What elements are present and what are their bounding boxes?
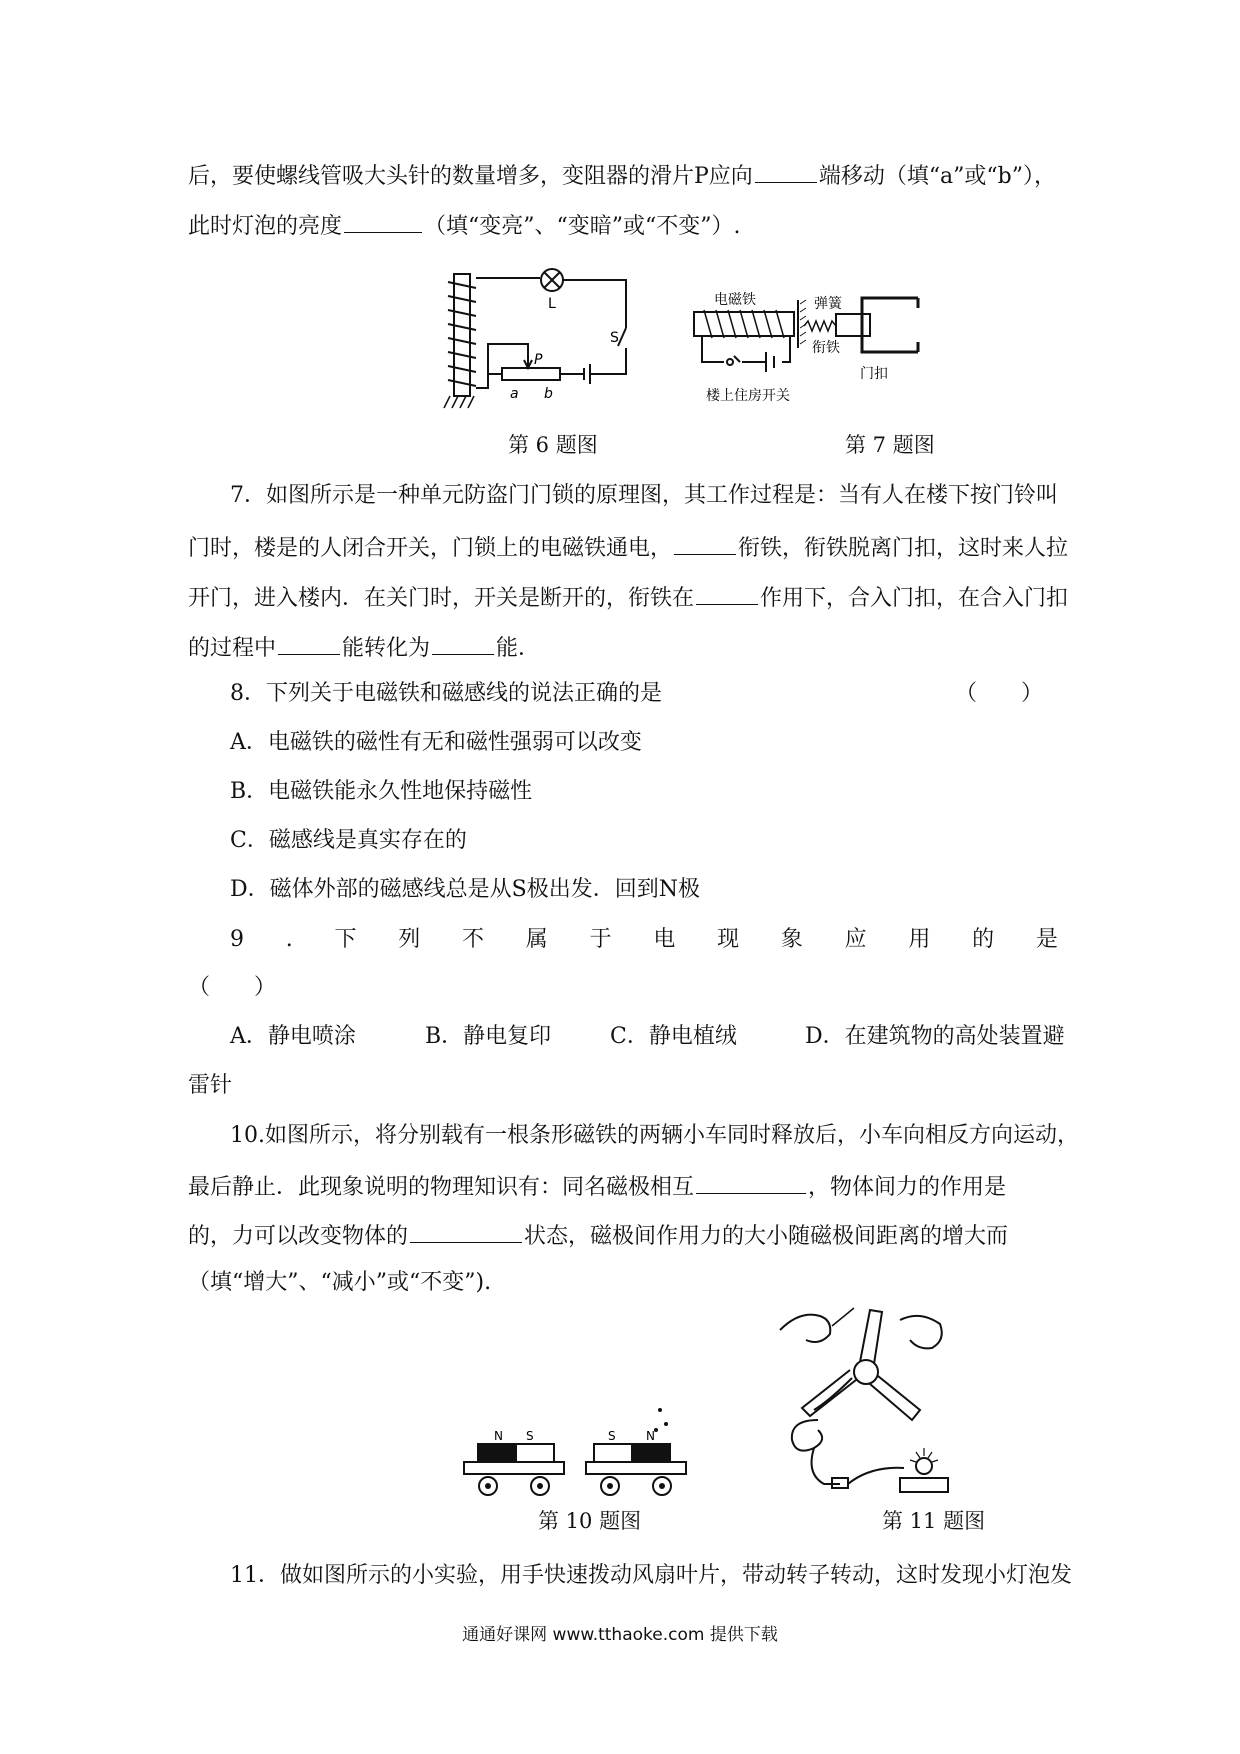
figure-6-caption: 第 6 题图 xyxy=(508,433,598,457)
q9-stem-char: 象 xyxy=(780,927,803,952)
end-b-label: b xyxy=(544,386,553,402)
q10-text: ，物体间力的作用是 xyxy=(808,1175,1007,1200)
q9-stem-char: 的 xyxy=(972,927,995,952)
q8-option-a[interactable]: A．电磁铁的磁性有无和磁性强弱可以改变 xyxy=(230,730,642,755)
q8-stem: 8．下列关于电磁铁和磁感线的说法正确的是 xyxy=(230,681,662,706)
q11-line1: 11．做如图所示的小实验，用手快速拨动风扇叶片，带动转子转动，这时发现小灯泡发 xyxy=(230,1563,1072,1588)
q7-text: 作用下，合入门扣，在合入门扣 xyxy=(760,586,1069,611)
figure-6-circuit xyxy=(440,268,660,418)
slider-label: P xyxy=(534,352,543,368)
q9-stem-char: 是 xyxy=(1035,927,1058,952)
switch-label: S xyxy=(610,330,619,346)
q7-line1: 7．如图所示是一种单元防盗门门锁的原理图，其工作过程是：当有人在楼下按门铃叫 xyxy=(230,483,1058,508)
q9-stem-char: 电 xyxy=(653,927,676,952)
q10-text: 最后静止．此现象说明的物理知识有：同名磁极相互 xyxy=(188,1175,695,1200)
q10-line1: 10.如图所示，将分别载有一根条形磁铁的两辆小车同时释放后，小车向相反方向运动， xyxy=(230,1123,1079,1148)
q9-stem-char: 下 xyxy=(334,927,357,952)
q7-text: 能． xyxy=(496,636,541,661)
answer-blank[interactable] xyxy=(432,632,494,655)
electromagnet-label: 电磁铁 xyxy=(714,292,756,308)
answer-blank[interactable] xyxy=(674,532,736,555)
q10-line3 xyxy=(188,1220,1008,1251)
q9-option-c[interactable]: C．静电植绒 xyxy=(610,1024,737,1049)
figure-10-caption: 第 10 题图 xyxy=(538,1509,642,1533)
answer-blank[interactable] xyxy=(278,632,340,655)
q6-text: 后，要使螺线管吸大头针的数量增多，变阻器的滑片P应向 xyxy=(188,164,753,189)
q9-option-d[interactable]: D．在建筑物的高处装置避 xyxy=(805,1024,1065,1049)
q10-text: 的，力可以改变物体的 xyxy=(188,1224,409,1249)
spring-label: 弹簧 xyxy=(814,296,842,312)
magnet-pole-s: S xyxy=(608,1429,616,1443)
q6-text: 端移动（填“a”或“b”）， xyxy=(818,164,1057,189)
answer-blank[interactable] xyxy=(344,210,422,233)
q9-stem-char: 9 xyxy=(230,927,244,952)
q7-line2 xyxy=(188,532,1068,563)
q10-line4: （填“增大”、“减小”或“不变”). xyxy=(188,1270,492,1295)
q7-text: 开门，进入楼内．在关门时，开关是断开的，衔铁在 xyxy=(188,586,695,611)
q7-text: 的过程中 xyxy=(188,636,277,661)
figure-7-door-lock xyxy=(690,290,950,420)
q7-text: 门时，楼是的人闭合开关，门锁上的电磁铁通电， xyxy=(188,536,673,561)
q8-option-d[interactable]: D．磁体外部的磁感线总是从S极出发．回到N极 xyxy=(230,877,700,902)
answer-blank[interactable] xyxy=(696,1171,806,1194)
q9-answer-paren[interactable]: （ ） xyxy=(188,975,277,1000)
q7-line4 xyxy=(188,632,540,663)
page-footer: 通通好课网 www.tthaoke.com 提供下载 xyxy=(462,1625,778,1645)
q6-line2 xyxy=(188,210,741,241)
magnet-pole-n: N xyxy=(646,1429,655,1443)
end-a-label: a xyxy=(510,386,519,402)
magnet-pole-s: S xyxy=(526,1429,534,1443)
q10-line2 xyxy=(188,1171,1006,1202)
q9-option-b[interactable]: B．静电复印 xyxy=(425,1024,552,1049)
q8-answer-paren[interactable]: （ ） xyxy=(955,681,1044,706)
answer-blank[interactable] xyxy=(696,582,758,605)
answer-blank[interactable] xyxy=(755,160,817,183)
q6-line1 xyxy=(188,160,1056,191)
q9-stem-char: 于 xyxy=(589,927,612,952)
q9-stem-char: 现 xyxy=(717,927,740,952)
q9-stem-char: 属 xyxy=(525,927,548,952)
q8-option-b[interactable]: B．电磁铁能永久性地保持磁性 xyxy=(230,779,533,804)
q7-text: 衔铁，衔铁脱离门扣，这时来人拉 xyxy=(738,536,1069,561)
q9-stem-char: 用 xyxy=(908,927,931,952)
q9-option-a[interactable]: A．静电喷涂 xyxy=(230,1024,356,1049)
switch-label: 楼上住房开关 xyxy=(706,388,790,404)
magnet-pole-n: N xyxy=(494,1429,503,1443)
q9-stem xyxy=(230,926,1058,954)
q9-stem-char: 不 xyxy=(462,927,485,952)
q9-option-d-cont: 雷针 xyxy=(188,1073,233,1098)
lamp-label: L xyxy=(548,296,556,312)
q8-option-c[interactable]: C．磁感线是真实存在的 xyxy=(230,828,467,853)
latch-label: 门扣 xyxy=(860,366,888,382)
q7-line3 xyxy=(188,582,1068,613)
q10-text: 状态，磁极间作用力的大小随磁极间距离的增大而 xyxy=(524,1224,1009,1249)
q7-text: 能转化为 xyxy=(342,636,431,661)
figure-7-caption: 第 7 题图 xyxy=(845,433,935,457)
q9-stem-char: 应 xyxy=(844,927,867,952)
figure-10-magnet-carts xyxy=(460,1400,700,1500)
armature-label: 衔铁 xyxy=(812,340,840,356)
answer-blank[interactable] xyxy=(410,1220,522,1243)
figure-11-caption: 第 11 题图 xyxy=(882,1509,986,1533)
figure-11-fan-generator xyxy=(770,1290,970,1500)
q6-text: （填“变亮”、“变暗”或“不变”）. xyxy=(424,214,741,239)
q9-stem-char: . xyxy=(285,927,293,952)
q6-text: 此时灯泡的亮度 xyxy=(188,214,343,239)
q9-stem-char: 列 xyxy=(398,927,421,952)
